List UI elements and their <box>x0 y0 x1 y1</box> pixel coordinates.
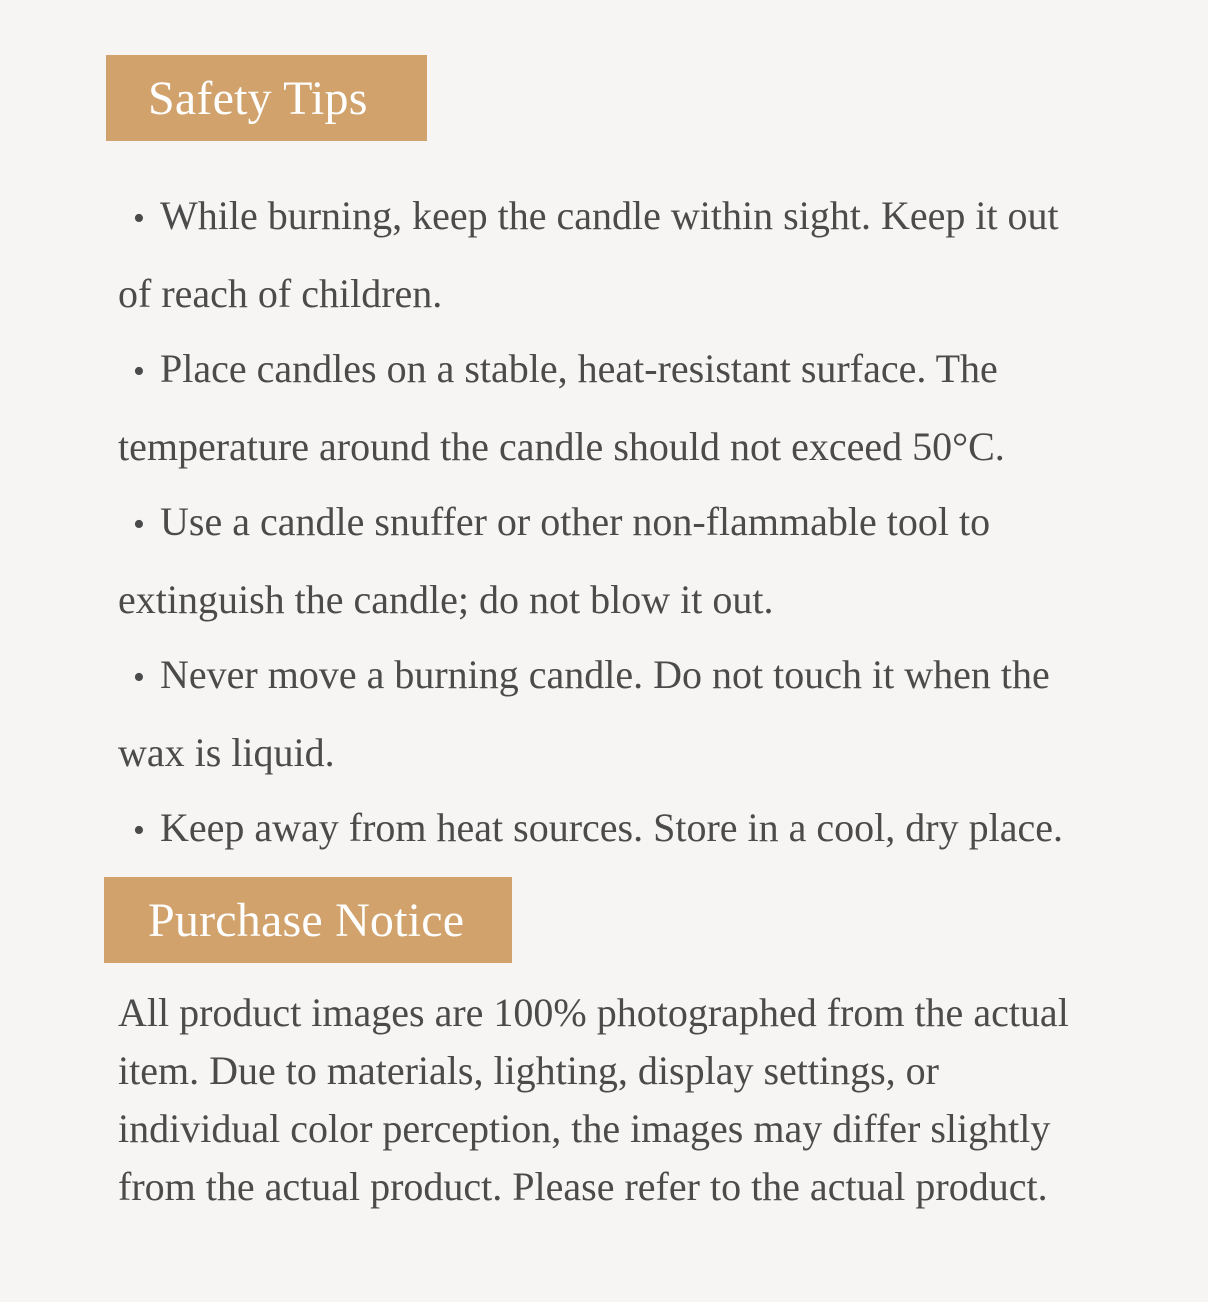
safety-tips-header <box>106 55 427 141</box>
safety-tips-list <box>118 178 1098 868</box>
list-item <box>118 331 1098 484</box>
purchase-notice-text: All product images are 100% photographed from the actual item. Due to materials, lighting, display settings, or individual color perception, the images may differ slightly from the actual product. Please refer to the actual product. <box>118 990 1069 1209</box>
safety-tip-text: Never move a burning candle. Do not touch it when the wax is liquid. <box>118 652 1050 775</box>
bullet-icon: • <box>133 659 145 696</box>
list-item <box>118 790 1098 868</box>
safety-tip-text: Use a candle snuffer or other non-flammable tool to extinguish the candle; do not blow it out. <box>118 499 991 622</box>
list-item <box>118 484 1098 637</box>
safety-tip-text: Place candles on a stable, heat-resistant surface. The temperature around the candle should not exceed 50°C. <box>118 346 1005 469</box>
list-item <box>118 637 1098 790</box>
purchase-notice-header <box>104 877 512 963</box>
bullet-icon: • <box>133 812 145 849</box>
bullet-icon: • <box>133 200 145 237</box>
bullet-icon: • <box>133 506 145 543</box>
bullet-icon: • <box>133 353 145 390</box>
list-item <box>118 178 1098 331</box>
safety-tip-text: Keep away from heat sources. Store in a cool, dry place. <box>160 805 1063 850</box>
purchase-notice-title: Purchase Notice <box>148 893 465 947</box>
safety-tip-text: While burning, keep the candle within sight. Keep it out of reach of children. <box>118 193 1059 316</box>
safety-tips-title: Safety Tips <box>148 71 368 125</box>
